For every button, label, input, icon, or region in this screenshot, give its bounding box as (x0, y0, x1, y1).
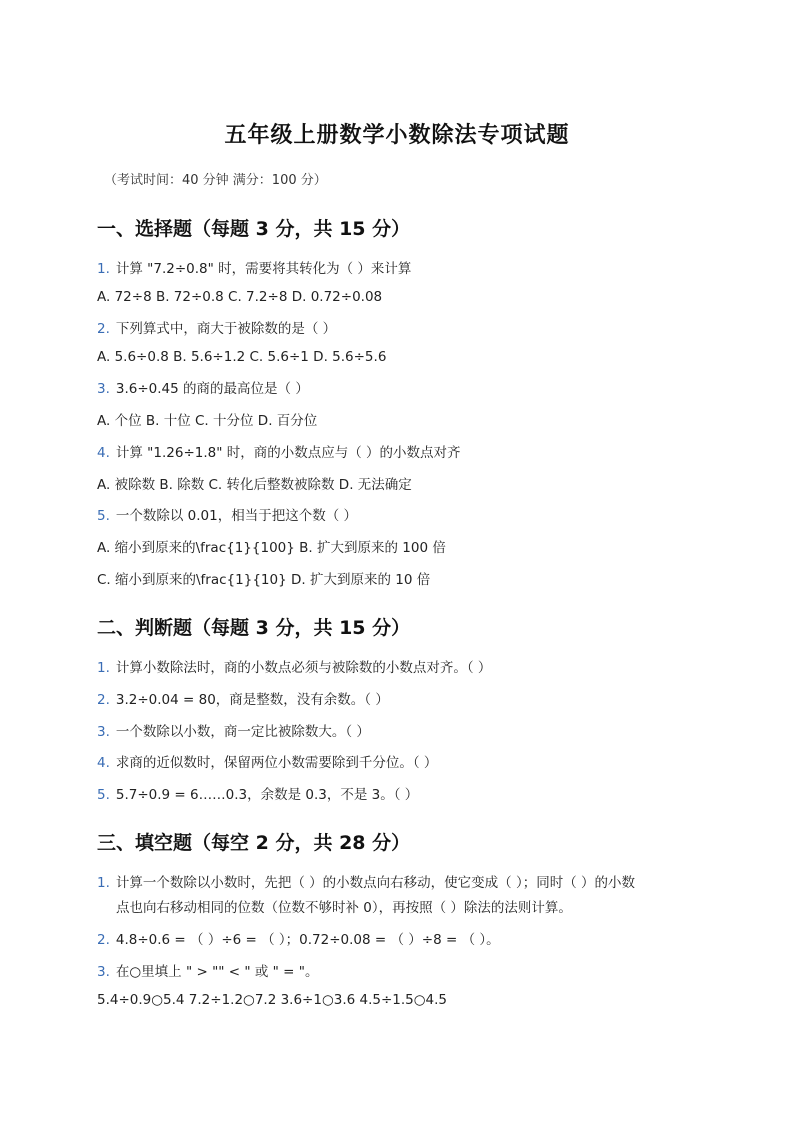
question (97, 688, 389, 708)
question-text: 在○里填上 " > "" < " 或 " = "。 (115, 964, 319, 980)
question-text: 下列算式中，商大于被除数的是（ ） (115, 321, 337, 337)
question (97, 504, 357, 524)
question-options: A. 个位 B. 十位 C. 十分位 D. 百分位 (97, 413, 318, 429)
question (97, 441, 461, 461)
question-text: 计算 "1.26÷1.8" 时，商的小数点应与（ ）的小数点对齐 (115, 445, 461, 461)
question (97, 720, 370, 740)
question-number: 1. (97, 660, 110, 676)
question-options: A. 72÷8 B. 72÷0.8 C. 7.2÷8 D. 0.72÷0.08 (97, 289, 383, 305)
question-text-continued: 点也向右移动相同的位数（位数不够时补 0），再按照（ ）除法的法则计算。 (116, 900, 572, 916)
question-number: 3. (97, 724, 110, 740)
question (97, 928, 500, 948)
question-text: 计算小数除法时，商的小数点必须与被除数的小数点对齐。（ ） (115, 660, 492, 676)
question-number: 2. (97, 932, 110, 948)
question-number: 5. (97, 508, 110, 524)
question-text: 3.6÷0.45 的商的最高位是（ ） (115, 381, 309, 397)
question (97, 656, 491, 676)
exam-info: （考试时间：40 分钟 满分：100 分） (104, 173, 327, 188)
question (97, 783, 418, 803)
comparison-expressions: 5.4÷0.9○5.4 7.2÷1.2○7.2 3.6÷1○3.6 4.5÷1.5○4.5 (97, 992, 447, 1008)
question-options: A. 缩小到原来的\frac{1}{100} B. 扩大到原来的 100 倍 (97, 540, 446, 556)
section-heading-choice: 一、选择题（每题 3 分，共 15 分） (97, 218, 411, 240)
question-text: 一个数除以小数，商一定比被除数大。（ ） (115, 724, 370, 740)
question-options: C. 缩小到原来的\frac{1}{10} D. 扩大到原来的 10 倍 (97, 572, 431, 588)
question (97, 871, 635, 891)
page-title: 五年级上册数学小数除法专项试题 (224, 123, 570, 148)
question-number: 2. (97, 692, 110, 708)
question (97, 317, 336, 337)
section-heading-fill-blank: 三、填空题（每空 2 分，共 28 分） (97, 832, 411, 854)
question-text: 5.7÷0.9 = 6……0.3，余数是 0.3，不是 3。（ ） (115, 787, 419, 803)
question-number: 1. (97, 875, 110, 891)
question (97, 751, 437, 771)
question-number: 5. (97, 787, 110, 803)
question-number: 4. (97, 445, 110, 461)
question-number: 1. (97, 261, 110, 277)
question-number: 2. (97, 321, 110, 337)
question-number: 3. (97, 964, 110, 980)
question (97, 377, 309, 397)
question-text: 计算 "7.2÷0.8" 时，需要将其转化为（ ）来计算 (115, 261, 412, 277)
question (97, 257, 411, 277)
question-options: A. 被除数 B. 除数 C. 转化后整数被除数 D. 无法确定 (97, 477, 412, 493)
question-text: 求商的近似数时，保留两位小数需要除到千分位。（ ） (115, 755, 438, 771)
question-text: 4.8÷0.6 = （ ）÷6 = （ ）；0.72÷0.08 = （ ）÷8 = （ ）。 (115, 932, 500, 948)
question-number: 3. (97, 381, 110, 397)
question-number: 4. (97, 755, 110, 771)
section-heading-judgement: 二、判断题（每题 3 分，共 15 分） (97, 617, 411, 639)
question-text: 3.2÷0.04 = 80，商是整数，没有余数。（ ） (115, 692, 389, 708)
question (97, 960, 318, 980)
question-text: 一个数除以 0.01，相当于把这个数（ ） (115, 508, 358, 524)
question-options: A. 5.6÷0.8 B. 5.6÷1.2 C. 5.6÷1 D. 5.6÷5.6 (97, 349, 387, 365)
question-text: 计算一个数除以小数时，先把（ ）的小数点向右移动，使它变成（ ）；同时（ ）的小数 (115, 875, 636, 891)
